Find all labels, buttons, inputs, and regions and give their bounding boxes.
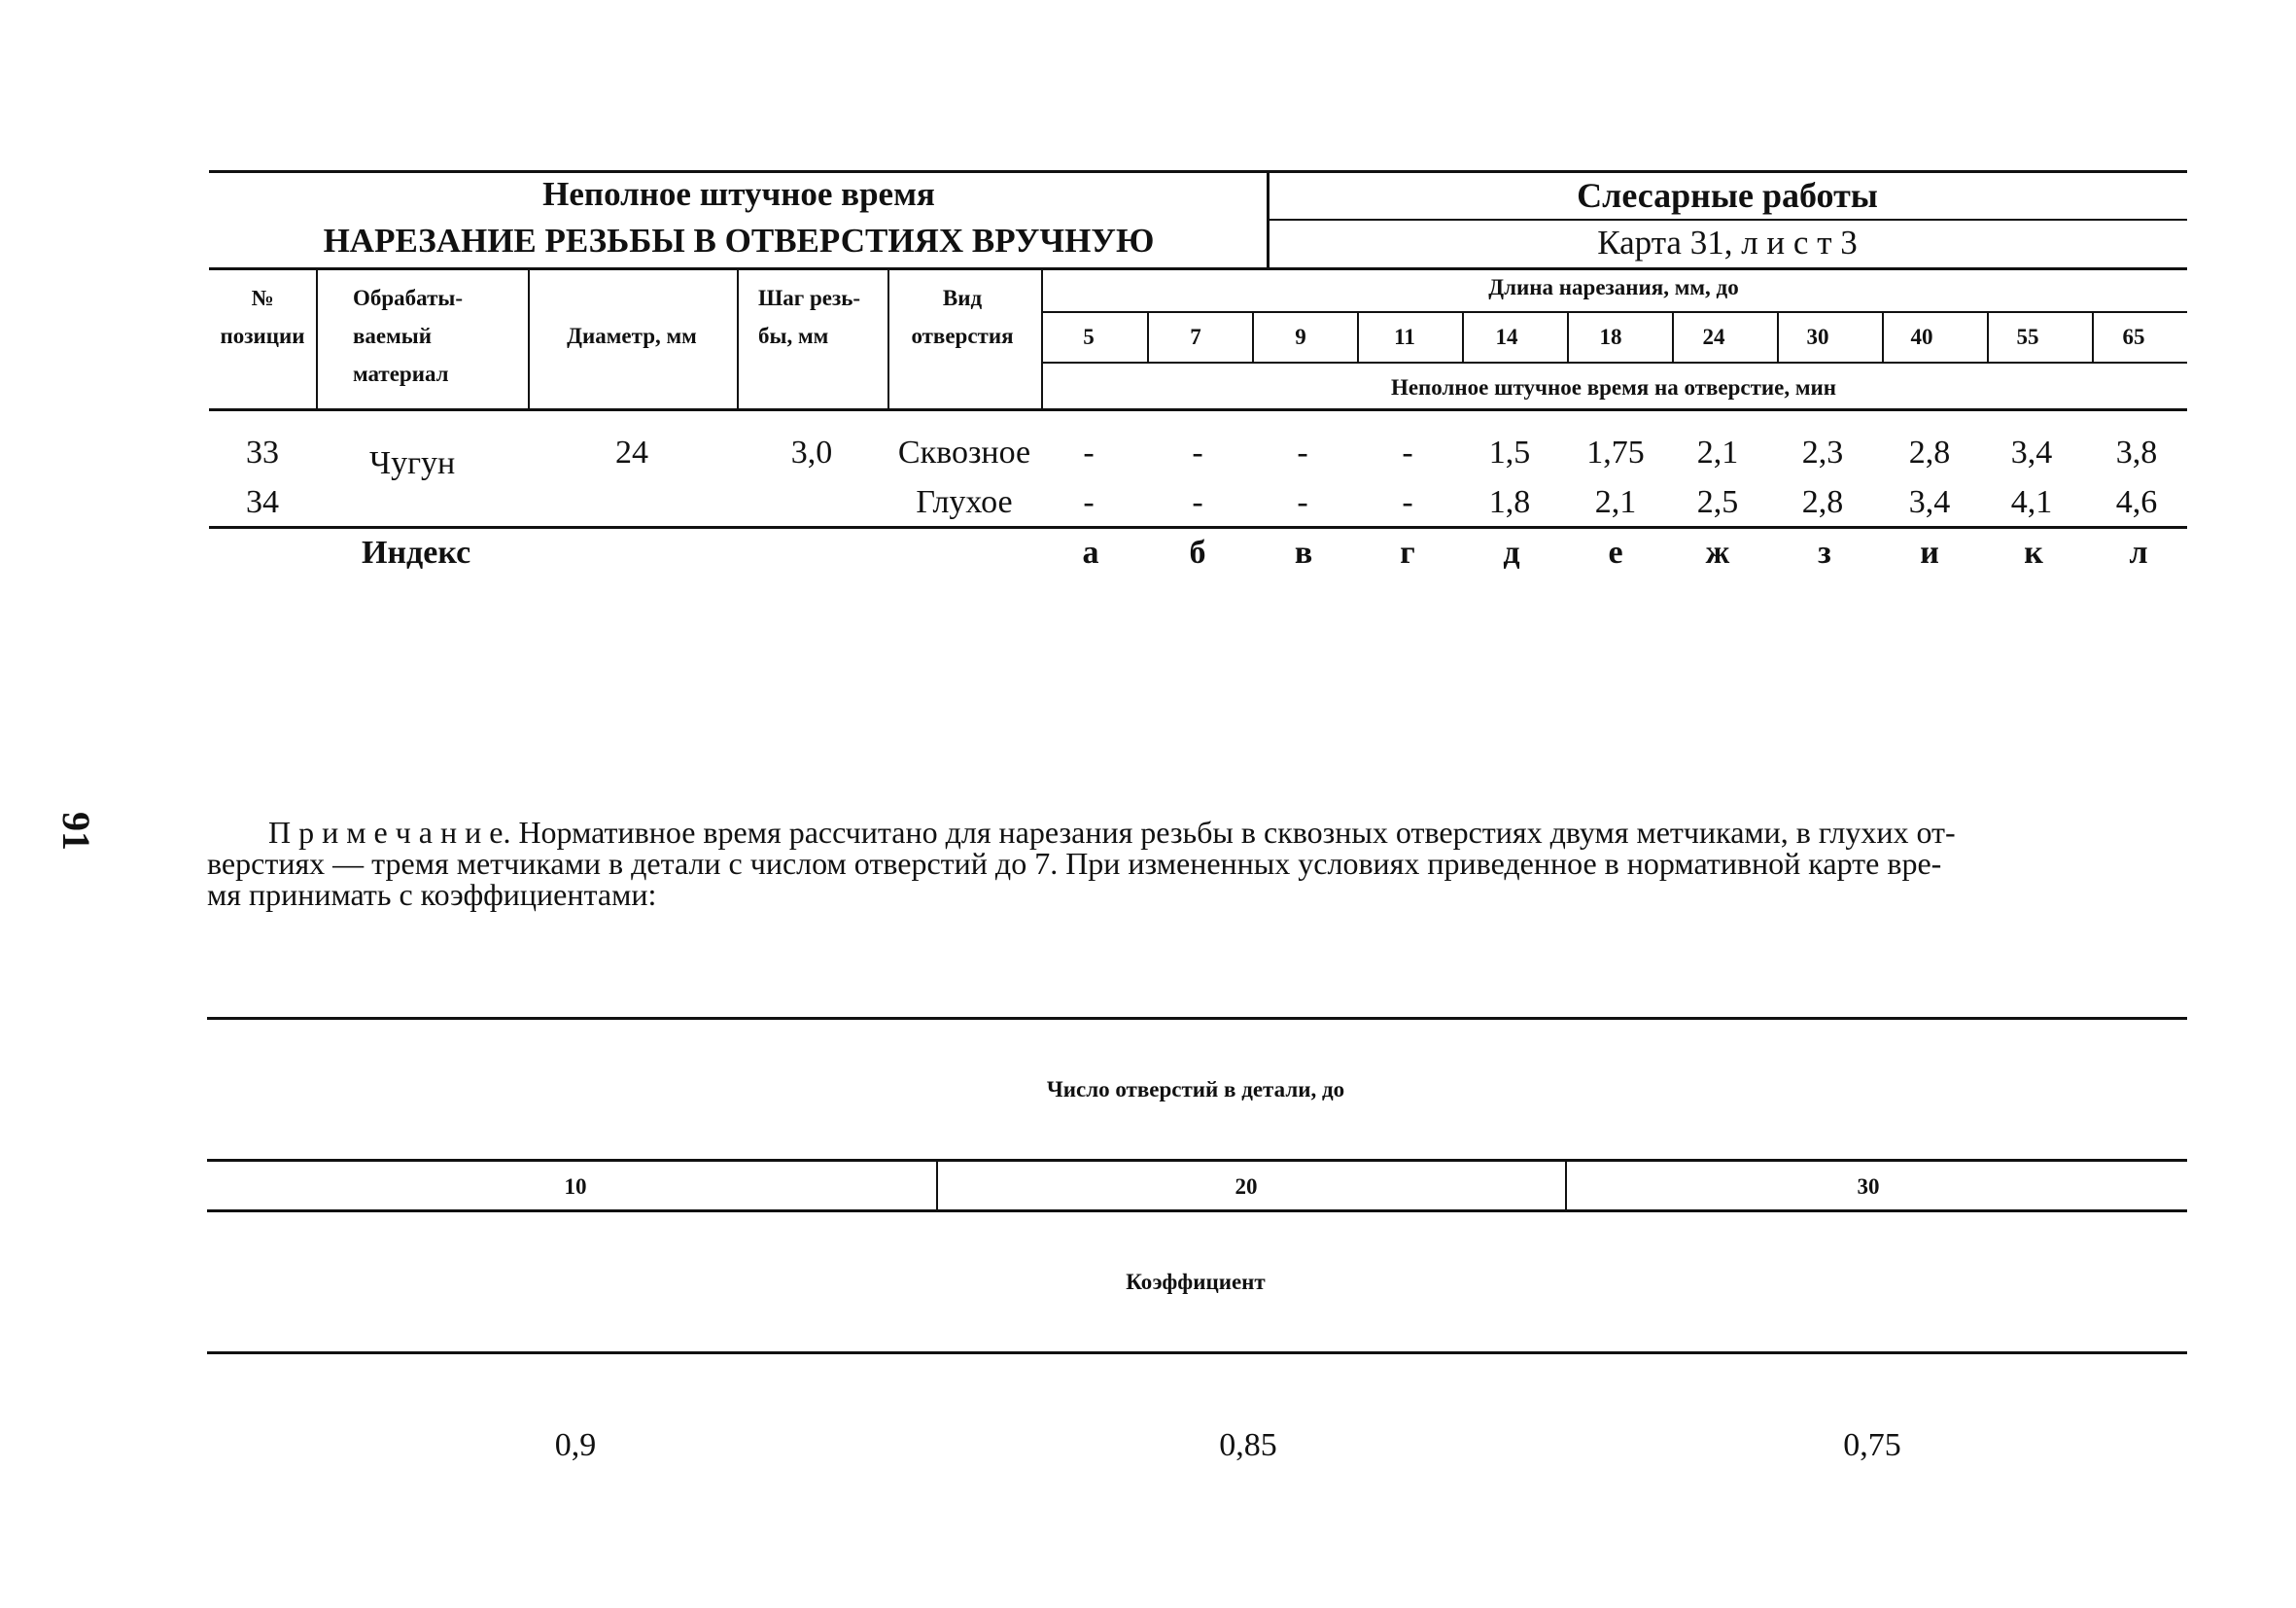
index-letter: д xyxy=(1503,535,1520,571)
row-34-value: 1,8 xyxy=(1488,484,1531,520)
row-34-value: 2,5 xyxy=(1696,484,1739,520)
index-letter: к xyxy=(2024,535,2043,571)
row-material: Чугун xyxy=(369,445,456,481)
index-letter: е xyxy=(1608,535,1623,571)
length-value: 18 xyxy=(1599,325,1622,349)
length-value: 30 xyxy=(1806,325,1829,349)
length-header: Длина нарезания, мм, до xyxy=(1488,275,1739,299)
col-diameter: Диаметр, мм xyxy=(567,324,697,348)
row-33-value: - xyxy=(1192,435,1203,471)
row-34-position: 34 xyxy=(246,484,279,520)
coefficient-value: 0,75 xyxy=(1843,1427,1901,1463)
section-title: Слесарные работы xyxy=(1577,176,1878,215)
note-line-1: П р и м е ч а н и е. Нормативное время рассчитано для нарезания резьбы в сквозных отверстиях двумя метчиками, в глухих от- xyxy=(268,815,1956,850)
length-value: 9 xyxy=(1295,325,1306,349)
col-material-l1: Обрабаты- xyxy=(353,286,464,310)
row-33-value: 3,4 xyxy=(2010,435,2053,471)
coefficient-value: 0,9 xyxy=(554,1427,597,1463)
holes-value: 30 xyxy=(1857,1174,1880,1199)
row-33-value: - xyxy=(1297,435,1308,471)
holes-value: 20 xyxy=(1235,1174,1258,1199)
index-letter: з xyxy=(1818,535,1831,571)
row-33-value: 2,1 xyxy=(1696,435,1739,471)
col-hole-l1: Вид xyxy=(942,286,983,310)
page-number: 91 xyxy=(54,812,98,851)
index-letter: в xyxy=(1294,535,1313,571)
col-hole-l2: отверстия xyxy=(911,324,1014,348)
note-line-2: верстиях — тремя метчиками в детали с числом отверстий до 7. При измененных условиях приведенное в нормативной карте вре- xyxy=(207,846,1942,881)
row-34-value: 2,1 xyxy=(1594,484,1637,520)
row-33-position: 33 xyxy=(246,435,279,471)
length-value: 55 xyxy=(2016,325,2039,349)
row-34-value: - xyxy=(1402,484,1413,520)
col-pitch-l1: Шаг резь- xyxy=(758,286,861,310)
row-33-value: 3,8 xyxy=(2115,435,2158,471)
length-value: 7 xyxy=(1190,325,1201,349)
row-33-value: 1,75 xyxy=(1586,435,1645,471)
col-position-l2: позиции xyxy=(220,324,305,348)
col-position-l1: № xyxy=(251,286,274,310)
col-material-l3: материал xyxy=(353,362,449,386)
time-header: Неполное штучное время на отверстие, мин xyxy=(1390,375,1837,400)
coefficient-header: Коэффициент xyxy=(1126,1270,1266,1294)
length-value: 65 xyxy=(2122,325,2145,349)
row-pitch: 3,0 xyxy=(790,435,833,471)
row-33-value: - xyxy=(1402,435,1413,471)
row-34-value: 4,1 xyxy=(2010,484,2053,520)
row-34-value: 2,8 xyxy=(1801,484,1844,520)
title-line-1: Неполное штучное время xyxy=(542,175,935,213)
row-33-value: 2,3 xyxy=(1801,435,1844,471)
row-34-value: - xyxy=(1083,484,1095,520)
row-34-hole: Глухое xyxy=(916,484,1013,520)
row-34-value: - xyxy=(1297,484,1308,520)
row-33-hole: Сквозное xyxy=(897,435,1031,471)
index-letter: л xyxy=(2129,535,2148,571)
card-label: Карта 31, л и с т 3 xyxy=(1597,224,1858,262)
index-letter: б xyxy=(1189,535,1206,571)
length-value: 40 xyxy=(1910,325,1933,349)
row-34-value: 4,6 xyxy=(2115,484,2158,520)
col-material-l2: ваемый xyxy=(353,324,433,348)
row-diameter: 24 xyxy=(615,435,648,471)
index-letter: г xyxy=(1400,535,1415,571)
row-33-value: - xyxy=(1083,435,1095,471)
index-label: Индекс xyxy=(362,535,471,571)
length-value: 24 xyxy=(1702,325,1725,349)
title-line-2: НАРЕЗАНИЕ РЕЗЬБЫ В ОТВЕРСТИЯХ ВРУЧНУЮ xyxy=(323,222,1155,260)
row-34-value: 3,4 xyxy=(1908,484,1951,520)
index-letter: ж xyxy=(1705,535,1730,571)
holes-value: 10 xyxy=(564,1174,587,1199)
row-34-value: - xyxy=(1192,484,1203,520)
coefficient-value: 0,85 xyxy=(1219,1427,1277,1463)
length-value: 5 xyxy=(1083,325,1095,349)
row-33-value: 1,5 xyxy=(1488,435,1531,471)
index-letter: а xyxy=(1082,535,1099,571)
index-letter: и xyxy=(1920,535,1939,571)
length-value: 11 xyxy=(1394,325,1415,349)
col-pitch-l2: бы, мм xyxy=(758,324,829,348)
length-value: 14 xyxy=(1495,325,1518,349)
holes-header: Число отверстий в детали, до xyxy=(1046,1077,1345,1101)
row-33-value: 2,8 xyxy=(1908,435,1951,471)
note-line-3: мя принимать с коэффициентами: xyxy=(207,877,657,912)
